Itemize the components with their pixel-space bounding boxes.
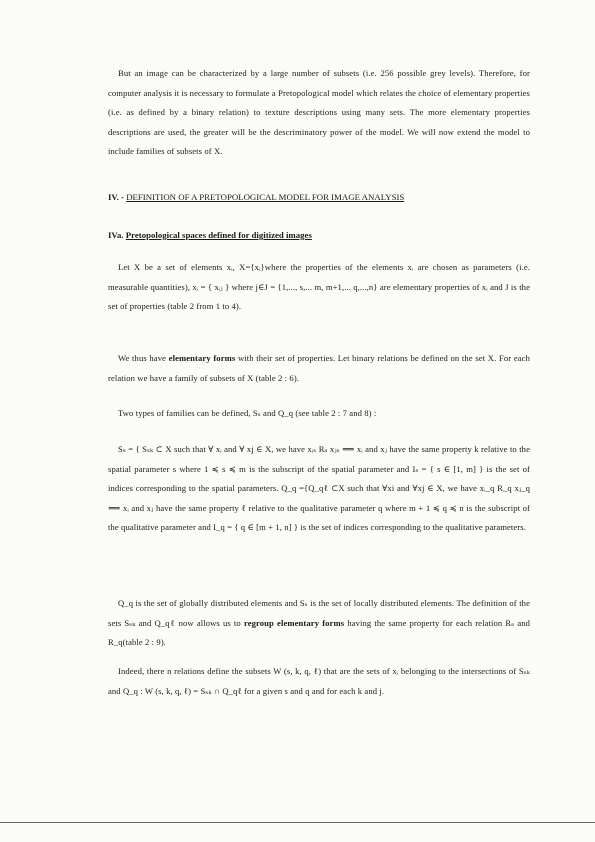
paragraph-elementary-forms: We thus have elementary forms with their set of properties. Let binary relations be defined on the set X. For each relation we have a family of subsets of X (table 2 : 6). xyxy=(108,353,530,383)
paragraph-two-families: Two types of families can be defined, Sₛ and Q_q (see table 2 : 7 and 8) : xyxy=(118,408,377,418)
section-iva-title: Pretopological spaces defined for digitized images xyxy=(125,230,312,240)
paragraph-image-subsets: But an image can be characterized by a large number of subsets (i.e. 256 possible grey levels). Therefore, for computer analysis it is necessary to formulate a Pretopological model which relates the choice of elementary properties (i.e. as defined by a binary relation) to texture descriptions using many sets. The more elementary properties descriptions are used, the greater will be the descriminatory power of the model. We will now extend the model to include families of subsets of X. xyxy=(108,68,530,156)
term-regroup-elementary-forms: regroup elementary forms xyxy=(243,617,345,628)
paragraph-family-definitions: Sₛ = { Sₛₖ ⊂ X such that ∀ xᵢ and ∀ xj ∈ X, we have xᵢₛ Rₛ xⱼₛ ⟺ xᵢ and xⱼ have the same property k relative to the spatial parameter s where 1 ≼ s ≼ m is the subscript of the spatial parameter and Iₛ = { s ∈ [1, m] } is the set of indices corresponding to the spatial parameters. Q_q ={Q_qℓ ⊂X such that ∀xi and ∀xj ∈ X, we have xᵢ_q R_q xⱼ_q ⟺ xᵢ and xⱼ have the same property ℓ relative to the qualitative parameter q where m + 1 ≼ q ≼ n is the subscript of the qualitative parameter and I_q = { q ∈ [m + 1, n] } is the set of indices corresponding to the qualitative parameters. xyxy=(108,444,530,532)
section-iv-number: IV. - xyxy=(108,192,124,202)
term-elementary-forms: elementary forms xyxy=(168,353,236,363)
section-iva-heading xyxy=(108,229,312,241)
paragraph-intersections: Indeed, there n relations define the subsets W (s, k, q, ℓ) that are the sets of xᵢ belonging to the intersections of Sₛₖ and Q_q : W (s, k, q, ℓ) = Sₛₖ ∩ Q_qℓ for a given s and q and for each k and j. xyxy=(108,666,530,696)
page-bottom-rule xyxy=(0,822,595,823)
paragraph-regroup: Q_q is the set of globally distributed elements and Sₛ is the set of locally distributed elements. The definition of the sets Sₛₖ and Q_qℓ now allows us to regroup elementary forms having the same property for each relation Rₛ and R_q(table 2 : 9). xyxy=(108,598,531,647)
paragraph-set-definition: Let X be a set of elements xᵢ, X={xᵢ}where the properties of the elements xᵢ are chosen as parameters (i.e. measurable quantities), xᵢ = { xᵢⱼ } where j∈J = {1,..., s,... m, m+1,... q,...,n} are elementary properties of xᵢ and J is the set of properties (table 2 from 1 to 4). xyxy=(108,262,530,311)
section-iv-title: DEFINITION OF A PRETOPOLOGICAL MODEL FOR IMAGE ANALYSIS xyxy=(126,192,405,202)
section-iv-heading xyxy=(108,191,404,203)
section-iva-number: IVa. xyxy=(108,230,124,240)
